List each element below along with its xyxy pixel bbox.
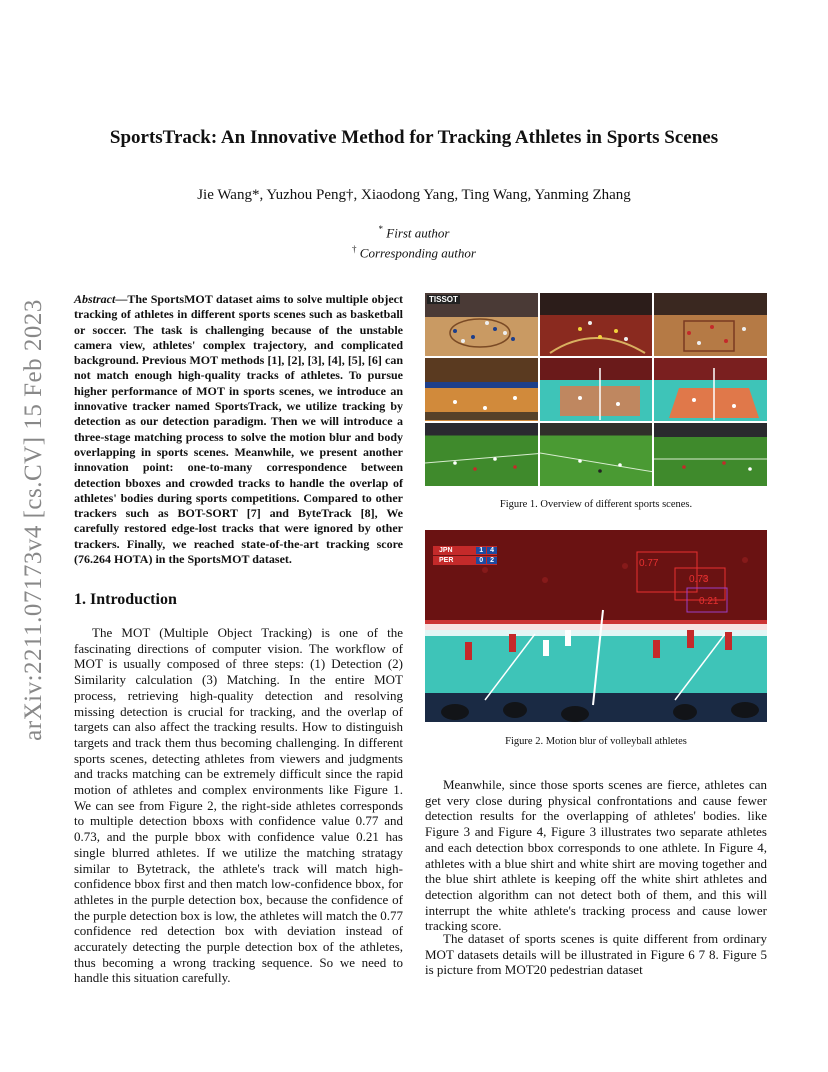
volleyball-tile-3 (654, 358, 767, 421)
team-1-name: JPN (439, 547, 453, 554)
arxiv-sidebar (14, 280, 54, 760)
arxiv-id: arXiv:2211.07173v4 [cs.CV] 15 Feb 2023 (20, 299, 47, 741)
team-1-points: 4 (487, 547, 497, 554)
basketball-tile-1 (425, 293, 538, 356)
basketball-tile-3 (654, 293, 767, 356)
abstract (74, 292, 403, 567)
author-list: Jie Wang*, Yuzhou Peng†, Xiaodong Yang, Ting Wang, Yanming Zhang (197, 187, 631, 203)
first-author-mark: * (378, 224, 384, 234)
tissot-logo: TISSOT (429, 295, 458, 304)
right-paragraph-2: The dataset of sports scenes is quite different from ordinary MOT datasets details will be illustrated in Figure 6 7 8. Figure 5 is picture from MOT20 pedestrian dataset (425, 931, 767, 978)
section-heading: 1. Introduction (74, 591, 177, 608)
figure-1-grid (425, 293, 767, 486)
abstract-label: Abstract (74, 292, 116, 306)
team-1-sets: 1 (476, 547, 486, 554)
basketball-tile-2 (540, 293, 653, 356)
first-author-note: First author (386, 225, 450, 241)
figure-2-caption: Figure 2. Motion blur of volleyball athletes (505, 736, 687, 747)
team-2-name: PER (439, 557, 454, 564)
paper-title: SportsTrack: An Innovative Method for Tracking Athletes in Sports Scenes (109, 127, 719, 148)
figure-2-image (425, 530, 767, 722)
team-2-sets: 0 (476, 557, 486, 564)
confidence-label-1: 0.77 (639, 558, 659, 569)
confidence-label-3: 0.21 (699, 596, 719, 607)
scoreboard (433, 546, 497, 565)
intro-paragraph: The MOT (Multiple Object Tracking) is one of the fascinating directions of computer vision. The workflow of MOT is usually composed of three steps: (1) Detection (2) Similarity calculation (3) Matching. In the entire MOT process, retrieving high-quality detection and resolving missing detection is crucial for tracking, and the overlap of targets can also affect the tracking results. How to distinguish targets and track them thus becoming challenging. In different sports scenes, detecting athletes from viewers and judgments and tracks matching can be extremely difficult since the rapid motion of athletes and complex environments like Figure 1. We can see from Figure 2, the right-side athletes corresponds to multiple detection bboxs with confidence value 0.77 and 0.73, and the purple bbox with confidence value 0.21 has single blurred athletes. If we utilize the matching stratagy similar to Bytetrack, the athlete's track will match high-confidence bbox first and then match low-confidence bbox, for athletes in the purple detection box, because the confidence of the purple detection box is low, the athletes will match the 0.77 confidence red detection box with deviation instead of accurately detecting the purple detection box of the athletes, thus becoming a wrong tracking sequence. So we need to handle this situation carefully. (74, 625, 403, 986)
figure-1-caption: Figure 1. Overview of different sports scenes. (499, 499, 693, 510)
corresponding-mark: † (352, 244, 357, 255)
soccer-tile-3 (654, 423, 767, 486)
soccer-tile-1 (425, 423, 538, 486)
volleyball-tile-2 (540, 358, 653, 421)
abstract-text: —The SportsMOT dataset aims to solve multiple object tracking of athletes in different sports scenes such as basketball or soccer. The task is challenging because of the unstable camera view, athletes' complex trajectory, and complicated background. Previous MOT methods [1], [2], [3], [4], [5], [6] can not match enough high-quality tracks of athletes. To pursue higher performance of MOT in sports scenes, we introduce an innovative tracker named SportsTrack, we utilize tracking by detection as our detection paradigm. Then we will introduce a three-stage matching process to solve the motion blur and body overlapping in sports scenes. Meanwhile, we present another innovation point: one-to-many correspondence between detection bboxes and crowded tracks to handle the overlap of athletes' bodies during sports competitions. Compared to other trackers such as BOT-SORT [7] and ByteTrack [8], We carefully restored edge-lost tracks that were ignored by other trackers. Finally, we reached state-of-the-art tracking score (76.264 HOTA) in the SportsMOT dataset. (74, 292, 403, 567)
author-notes (0, 221, 828, 262)
confidence-label-2: 0.73 (689, 574, 709, 585)
corresponding-note: Corresponding author (359, 245, 476, 261)
right-paragraph-1: Meanwhile, since those sports scenes are fierce, athletes can get very close during physical confrontations and cause fewer detection results for the overlapping of athletes' bodies. like Figure 3 and Figure 4, Figure 3 illustrates two separate athletes and each detection bbox corresponds to one athlete. In Figure 4, athletes with a blue shirt and white shirt are moving together and the blue shirt athlete is keeping off the white shirt athletes and detection algorithm can not detect both of them, and this will interrupt the white athlete's tracking process and cause lower tracking score. (425, 777, 767, 934)
soccer-tile-2 (540, 423, 653, 486)
volleyball-tile-1 (425, 358, 538, 421)
team-2-points: 2 (487, 557, 497, 564)
